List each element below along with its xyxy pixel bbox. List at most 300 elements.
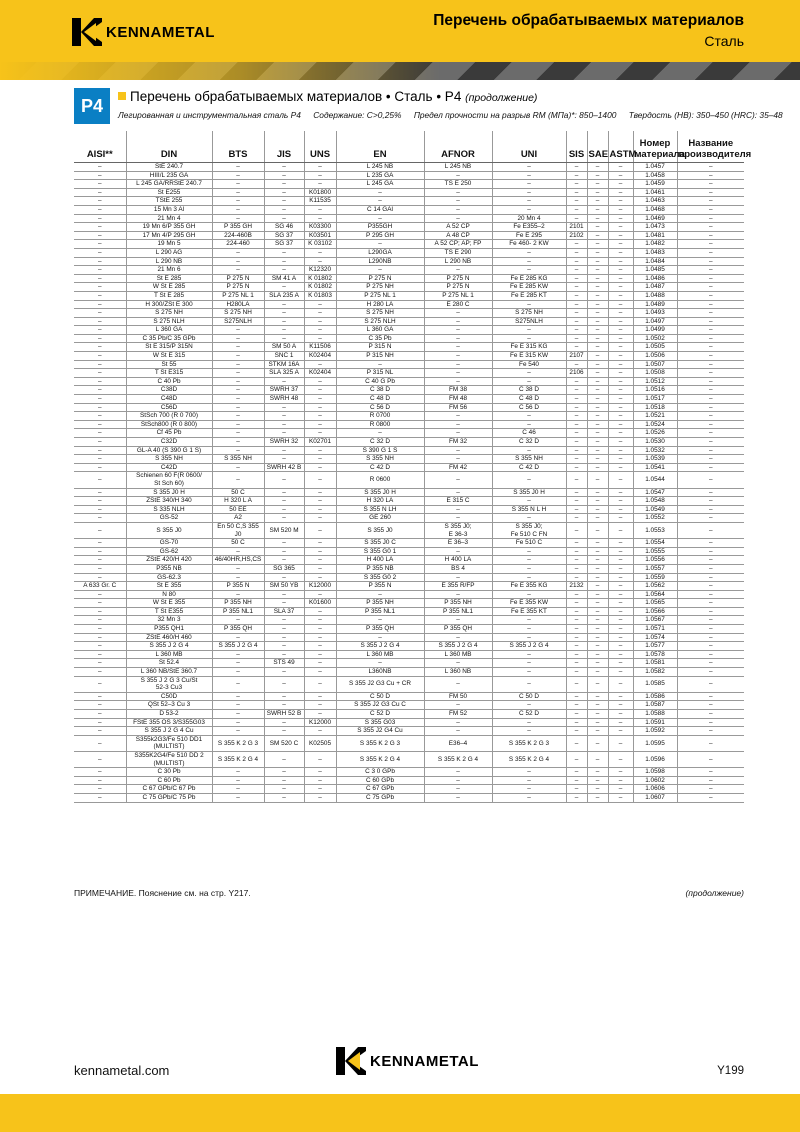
table-cell: – [677, 369, 744, 378]
table-cell: – [677, 223, 744, 232]
table-cell: SWRH 52 B [264, 710, 304, 719]
table-row [74, 171, 744, 180]
table-cell: 1.0554 [633, 539, 677, 548]
table-row [74, 455, 744, 464]
table-cell: – [677, 539, 744, 548]
table-cell: – [587, 710, 608, 719]
table-cell: – [304, 395, 336, 404]
table-cell: SLA 325 A [264, 369, 304, 378]
table-cell: S 355 K 2 G 4 [336, 751, 424, 767]
section-title: Перечень обрабатываемых материалов • Сталь • P4 [130, 89, 462, 104]
table-cell: – [74, 751, 126, 767]
table-cell: – [492, 633, 566, 642]
table-cell: – [212, 463, 264, 472]
table-cell: – [212, 369, 264, 378]
table-cell: – [566, 642, 587, 651]
table-cell: – [304, 668, 336, 677]
table-cell: St 52.4 [126, 659, 212, 668]
table-cell: K02404 [304, 352, 336, 361]
table-cell: 1.0555 [633, 547, 677, 556]
table-cell: – [304, 564, 336, 573]
table-cell: S 390 G 1 S [336, 446, 424, 455]
table-cell: – [566, 343, 587, 352]
table-cell: – [566, 429, 587, 438]
table-cell: StE 240.7 [126, 163, 212, 172]
table-cell: 1.0539 [633, 455, 677, 464]
table-cell: – [492, 793, 566, 802]
table-cell: L 290 NB [126, 257, 212, 266]
desc-carbon: Содержание: C>0,25% [313, 110, 402, 120]
table-cell: Fe E 295 [492, 231, 566, 240]
table-cell: – [264, 205, 304, 214]
table-cell: 1.0463 [633, 197, 677, 206]
table-cell: – [304, 463, 336, 472]
table-row [74, 403, 744, 412]
kennametal-logo [72, 18, 215, 46]
table-cell: P355 NB [126, 564, 212, 573]
table-row [74, 599, 744, 608]
table-cell: TStE 255 [126, 197, 212, 206]
table-cell: GL-A 40 (S 390 G 1 S) [126, 446, 212, 455]
column-header: SIS [566, 131, 587, 163]
table-cell: – [566, 676, 587, 692]
table-cell: FM 38 [424, 386, 492, 395]
table-cell: – [492, 171, 566, 180]
table-cell: – [264, 257, 304, 266]
table-cell: – [677, 377, 744, 386]
table-cell: – [566, 317, 587, 326]
table-cell: – [677, 633, 744, 642]
table-cell: 1.0493 [633, 309, 677, 318]
table-cell: – [677, 718, 744, 727]
table-cell: – [608, 377, 633, 386]
table-cell: C 32 D [492, 438, 566, 447]
table-row [74, 274, 744, 283]
table-cell: – [677, 334, 744, 343]
table-cell: – [264, 180, 304, 189]
column-header: Номер материала [633, 131, 677, 163]
table-cell: C 48 D [492, 395, 566, 404]
table-cell: 224-460 [212, 240, 264, 249]
table-cell: – [74, 386, 126, 395]
table-cell: – [492, 547, 566, 556]
table-cell: – [304, 257, 336, 266]
table-cell: Fe E 315 KG [492, 343, 566, 352]
table-cell: – [74, 463, 126, 472]
table-cell: SNC 1 [264, 352, 304, 361]
table-cell: K02701 [304, 438, 336, 447]
table-cell: S 355 K 2 G 3 [336, 735, 424, 751]
table-cell: – [212, 214, 264, 223]
table-cell: C 50 D [336, 692, 424, 701]
table-cell: – [212, 334, 264, 343]
table-cell: – [566, 386, 587, 395]
table-cell: – [424, 197, 492, 206]
table-cell: SG 37 [264, 240, 304, 249]
table-cell: – [74, 668, 126, 677]
table-cell: – [587, 514, 608, 523]
table-cell: TS E 250 [424, 180, 492, 189]
table-cell: Fe E 355 KG [492, 582, 566, 591]
table-row [74, 240, 744, 249]
table-cell: – [492, 701, 566, 710]
table-cell: SM 520 C [264, 735, 304, 751]
table-cell: – [587, 455, 608, 464]
table-cell: FM 50 [424, 692, 492, 701]
table-row [74, 163, 744, 172]
table-cell: 1.0530 [633, 438, 677, 447]
table-cell: – [566, 205, 587, 214]
table-cell: – [608, 420, 633, 429]
table-row [74, 607, 744, 616]
table-cell: – [566, 188, 587, 197]
table-cell: – [608, 180, 633, 189]
table-cell: – [492, 377, 566, 386]
website-link[interactable]: kennametal.com [74, 1063, 170, 1078]
table-cell: – [336, 188, 424, 197]
table-cell: – [587, 547, 608, 556]
table-cell: – [74, 360, 126, 369]
table-cell: – [212, 180, 264, 189]
table-cell: – [677, 701, 744, 710]
bottom-bar [0, 1094, 800, 1132]
table-cell: P 275 NL 1 [336, 291, 424, 300]
table-cell: K12000 [304, 718, 336, 727]
table-cell: – [304, 420, 336, 429]
table-row [74, 514, 744, 523]
column-header: Название производителя [677, 131, 744, 163]
table-cell: – [608, 369, 633, 378]
table-cell: – [566, 163, 587, 172]
table-cell: C 38 D [492, 386, 566, 395]
table-cell: – [492, 650, 566, 659]
table-cell: – [212, 163, 264, 172]
materials-table [74, 131, 752, 803]
table-cell: – [264, 676, 304, 692]
table-row [74, 692, 744, 701]
table-cell: – [677, 793, 744, 802]
table-cell: – [424, 317, 492, 326]
table-cell: – [492, 590, 566, 599]
table-cell: – [566, 497, 587, 506]
table-cell: 1.0553 [633, 522, 677, 538]
table-row [74, 582, 744, 591]
table-cell: – [677, 599, 744, 608]
table-row [74, 768, 744, 777]
table-cell: – [677, 522, 744, 538]
table-row [74, 650, 744, 659]
table-cell: – [264, 412, 304, 421]
table-cell: – [212, 403, 264, 412]
table-cell: – [492, 718, 566, 727]
page-number: Y199 [717, 1065, 744, 1077]
table-cell: – [608, 223, 633, 232]
table-cell: – [336, 197, 424, 206]
table-cell: – [74, 633, 126, 642]
table-cell: – [677, 751, 744, 767]
table-cell: – [566, 616, 587, 625]
table-cell: H 400 LA [336, 556, 424, 565]
table-cell: BS 4 [424, 564, 492, 573]
table-cell: – [304, 326, 336, 335]
table-cell: – [587, 438, 608, 447]
table-cell: – [566, 505, 587, 514]
table-cell: – [566, 599, 587, 608]
table-cell: 1.0565 [633, 599, 677, 608]
table-cell: C 52 D [336, 710, 424, 719]
column-header: DIN [126, 131, 212, 163]
table-cell: K 01802 [304, 283, 336, 292]
table-cell: – [264, 505, 304, 514]
table-cell: 46/40HR,HS,CS [212, 556, 264, 565]
header-subtitle: Сталь [704, 33, 744, 49]
table-cell: – [304, 163, 336, 172]
table-cell: – [608, 727, 633, 736]
table-cell: – [677, 692, 744, 701]
table-cell: – [212, 692, 264, 701]
table-cell: – [566, 768, 587, 777]
table-cell: Fe E 285 KG [492, 274, 566, 283]
table-cell: – [212, 438, 264, 447]
table-cell: – [608, 768, 633, 777]
table-row [74, 300, 744, 309]
table-cell: SLA 37 [264, 607, 304, 616]
table-cell: 1.0481 [633, 231, 677, 240]
table-row [74, 633, 744, 642]
table-cell: L 360 MB [336, 650, 424, 659]
table-cell: – [677, 352, 744, 361]
table-cell: – [264, 420, 304, 429]
table-cell: A 52 CP [424, 223, 492, 232]
table-cell: – [264, 446, 304, 455]
table-row [74, 395, 744, 404]
table-cell: – [677, 171, 744, 180]
table-cell: – [492, 334, 566, 343]
table-cell: FStE 355 OS 3/S355G03 [126, 718, 212, 727]
table-cell: – [608, 556, 633, 565]
table-cell: – [677, 257, 744, 266]
column-header: UNS [304, 131, 336, 163]
table-cell: – [74, 547, 126, 556]
table-cell: – [264, 668, 304, 677]
table-cell: – [264, 377, 304, 386]
table-cell: – [587, 163, 608, 172]
table-cell: – [264, 429, 304, 438]
table-cell: – [608, 668, 633, 677]
table-cell: – [424, 412, 492, 421]
table-cell: S 355 NH [212, 455, 264, 464]
table-cell: 1.0532 [633, 446, 677, 455]
table-cell: – [264, 326, 304, 335]
table-cell: L 360 MB [424, 650, 492, 659]
table-cell: – [587, 291, 608, 300]
table-cell: – [74, 472, 126, 488]
table-row [74, 556, 744, 565]
table-cell: – [264, 727, 304, 736]
table-cell: – [677, 463, 744, 472]
table-cell: – [608, 455, 633, 464]
table-cell: – [74, 223, 126, 232]
table-cell: – [566, 197, 587, 206]
table-cell: C 46 [492, 429, 566, 438]
table-cell: – [74, 343, 126, 352]
table-cell: – [587, 505, 608, 514]
table-cell: 1.0559 [633, 573, 677, 582]
table-cell: – [212, 266, 264, 275]
table-cell: 21 Mn 6 [126, 266, 212, 275]
table-cell: L360NB [336, 668, 424, 677]
table-row [74, 377, 744, 386]
table-cell: – [587, 785, 608, 794]
table-cell: – [587, 317, 608, 326]
table-row [74, 539, 744, 548]
table-cell: – [566, 633, 587, 642]
table-cell: – [304, 205, 336, 214]
table-cell: – [677, 616, 744, 625]
table-cell: L 290 NB [424, 257, 492, 266]
table-cell: – [424, 616, 492, 625]
table-cell: 17 Mn 4/P 295 GH [126, 231, 212, 240]
table-cell: – [587, 274, 608, 283]
table-cell: – [492, 573, 566, 582]
table-cell: – [677, 274, 744, 283]
table-cell: – [264, 317, 304, 326]
table-cell: – [212, 573, 264, 582]
table-cell: Fe E 285 KT [492, 291, 566, 300]
table-cell: 1.0497 [633, 317, 677, 326]
table-cell: – [566, 710, 587, 719]
table-cell: – [587, 488, 608, 497]
table-cell: – [566, 412, 587, 421]
table-cell: – [587, 776, 608, 785]
table-cell: Fe 540 [492, 360, 566, 369]
table-cell: – [587, 334, 608, 343]
table-cell: C 52 D [492, 710, 566, 719]
table-cell: T St E355 [126, 607, 212, 616]
table-cell: – [264, 188, 304, 197]
table-cell: – [492, 497, 566, 506]
table-cell: FM 42 [424, 463, 492, 472]
table-cell: – [587, 616, 608, 625]
table-cell: 1.0521 [633, 412, 677, 421]
table-cell: – [212, 633, 264, 642]
table-cell: – [304, 590, 336, 599]
table-cell: – [424, 785, 492, 794]
table-cell: C 60 Pb [126, 776, 212, 785]
table-cell: – [587, 676, 608, 692]
table-cell: S 355 NH [336, 455, 424, 464]
table-cell: S 355 K 2 G 4 [424, 751, 492, 767]
table-cell: – [264, 472, 304, 488]
table-cell: – [587, 472, 608, 488]
table-cell: W St E 285 [126, 283, 212, 292]
table-cell: – [264, 633, 304, 642]
table-row [74, 625, 744, 634]
table-cell: – [492, 163, 566, 172]
table-cell: – [212, 420, 264, 429]
table-cell: P 275 N [336, 274, 424, 283]
column-header: BTS [212, 131, 264, 163]
table-cell: – [304, 412, 336, 421]
table-cell: – [264, 718, 304, 727]
table-cell: 2101 [566, 223, 587, 232]
table-cell: 1.0517 [633, 395, 677, 404]
table-cell: – [424, 360, 492, 369]
table-cell: – [74, 248, 126, 257]
table-cell: – [566, 564, 587, 573]
table-cell: – [677, 659, 744, 668]
table-cell: – [424, 420, 492, 429]
table-cell: L 360 NB/StE 360.7 [126, 668, 212, 677]
table-cell: – [587, 231, 608, 240]
table-cell: – [608, 274, 633, 283]
table-cell: – [74, 205, 126, 214]
table-row [74, 360, 744, 369]
table-cell: A 52 CP; AP; FP [424, 240, 492, 249]
table-cell: 1.0482 [633, 240, 677, 249]
table-cell: C 50 D [492, 692, 566, 701]
table-cell: – [492, 188, 566, 197]
table-cell: – [74, 188, 126, 197]
table-cell: – [74, 163, 126, 172]
table-cell: St E 355 [126, 582, 212, 591]
table-cell: – [677, 607, 744, 616]
table-cell: – [336, 214, 424, 223]
table-cell: – [608, 547, 633, 556]
table-cell: L290NB [336, 257, 424, 266]
table-cell: – [587, 223, 608, 232]
table-cell: – [304, 497, 336, 506]
table-cell: – [677, 590, 744, 599]
table-cell: SWRH 42 B [264, 463, 304, 472]
table-cell: – [264, 488, 304, 497]
table-cell: P 275 NH [336, 283, 424, 292]
table-cell: – [608, 463, 633, 472]
table-cell: – [74, 455, 126, 464]
table-cell: S 355 N LH [336, 505, 424, 514]
table-cell: StSch800 (R 0 800) [126, 420, 212, 429]
table-cell: – [424, 352, 492, 361]
table-cell: 50 C [212, 488, 264, 497]
table-cell: – [74, 291, 126, 300]
table-cell: – [492, 205, 566, 214]
table-cell: – [74, 214, 126, 223]
table-cell: – [608, 163, 633, 172]
table-cell: – [587, 650, 608, 659]
table-cell: – [264, 266, 304, 275]
table-cell: – [424, 205, 492, 214]
table-cell: – [608, 692, 633, 701]
table-cell: S 355 J0 C [336, 539, 424, 548]
table-cell: – [492, 248, 566, 257]
table-row [74, 718, 744, 727]
table-cell: – [264, 616, 304, 625]
table-cell: – [587, 599, 608, 608]
table-cell: – [587, 659, 608, 668]
table-cell: – [304, 472, 336, 488]
table-cell: P 355 GH [212, 223, 264, 232]
table-cell: – [424, 446, 492, 455]
table-cell: – [677, 231, 744, 240]
table-cell: – [566, 701, 587, 710]
column-header: EN [336, 131, 424, 163]
table-row [74, 257, 744, 266]
table-cell: – [74, 710, 126, 719]
table-cell: FM 48 [424, 395, 492, 404]
table-cell: – [587, 718, 608, 727]
table-row [74, 710, 744, 719]
table-cell: – [677, 446, 744, 455]
